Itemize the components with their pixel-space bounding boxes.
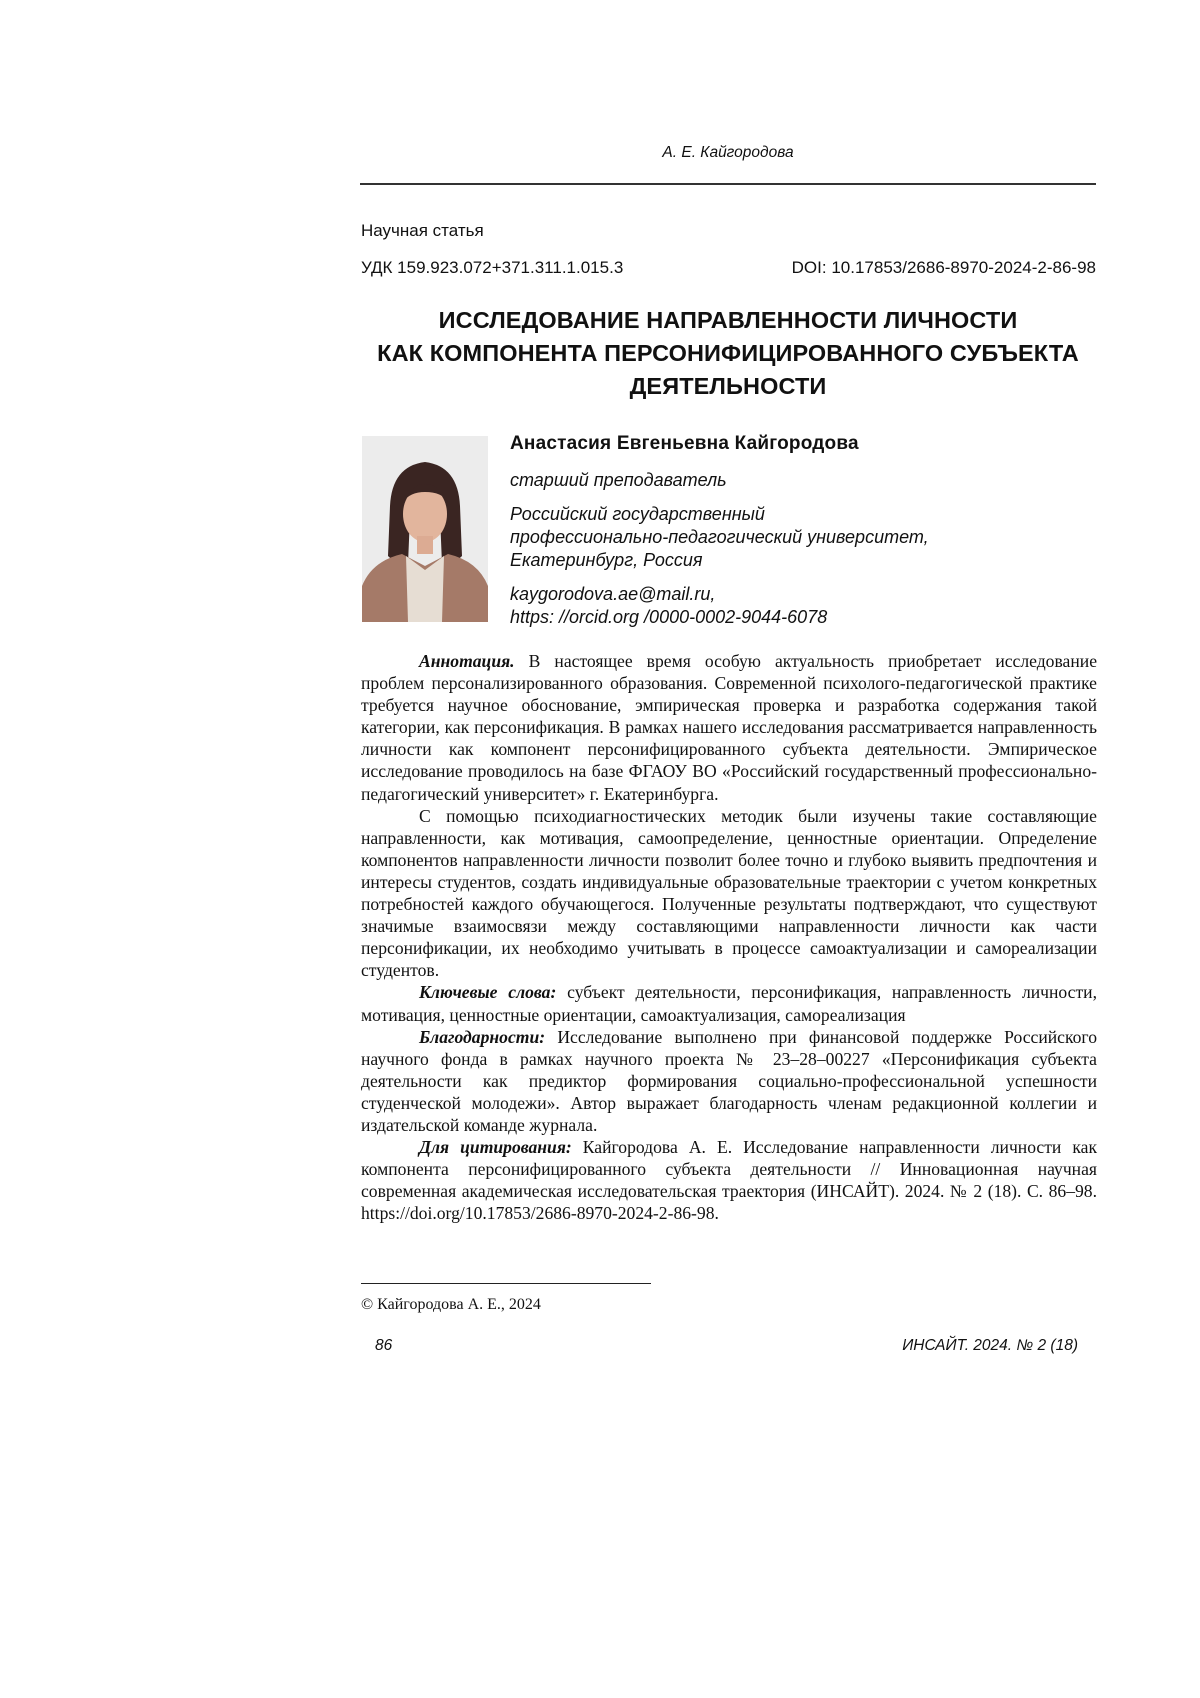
article-type: Научная статья (361, 221, 484, 240)
article-title (360, 304, 1096, 403)
author-block (510, 433, 1100, 629)
footnote-rule (361, 1283, 651, 1284)
article-body (361, 650, 1097, 1224)
title-line: ИССЛЕДОВАНИЕ НАПРАВЛЕННОСТИ ЛИЧНОСТИ (438, 307, 1018, 333)
journal-issue: ИНСАЙТ. 2024. № 2 (18) (902, 1337, 1078, 1354)
author-email[interactable]: kaygorodova.ae@mail.ru, (510, 584, 716, 604)
keywords-paragraph (361, 981, 1097, 1025)
abstract-label: Аннотация. (419, 651, 515, 671)
header-rule (360, 183, 1096, 185)
affiliation-line: Российский государственный (510, 504, 765, 524)
abstract-text: В настоящее время особую актуальность приобретает исследование проблем персонализированного образования. Современной психолого-педагогической практике требуется научное обоснование, эмпирическая проверка и разработка содержания такой категории, как персонификация. В рамках нашего исследования рассматривается направленность личности как компонент персонифицированного субъекта деятельности. Эмпирическое исследование проводилось на базе ФГАОУ ВО «Российский государственный профессионально-педагогический университет» г. Екатеринбурга. (361, 651, 1097, 804)
affiliation-line: Екатеринбург, Россия (510, 550, 703, 570)
page-number: 86 (375, 1337, 393, 1354)
udk-code: УДК 159.923.072+371.311.1.015.3 (361, 258, 624, 277)
author-photo (362, 436, 488, 622)
citation-paragraph (361, 1136, 1097, 1224)
citation-label: Для цитирования: (419, 1137, 572, 1158)
author-position: старший преподаватель (510, 470, 727, 490)
running-head: А. Е. Кайгородова (662, 144, 794, 161)
title-line: ДЕЯТЕЛЬНОСТИ (629, 373, 827, 399)
author-orcid[interactable]: https: //orcid.org /0000-0002-9044-6078 (510, 607, 828, 627)
author-name: Анастасия Евгеньевна Кайгородова (510, 433, 859, 454)
copyright: © Кайгородова А. Е., 2024 (361, 1296, 541, 1313)
acknowledgements-paragraph (361, 1026, 1097, 1136)
abstract-paragraph-2: С помощью психодиагностических методик были изучены такие составляющие направленности, как мотивация, самоопределение, ценностные ориентации. Определение компонентов направленности личности позволит более точно и глубоко выявить предпочтения и интересы студентов, создать индивидуальные образовательные траектории с учетом конкретных потребностей каждого обучающегося. Полученные результаты подтверждают, что существуют значимые взаимосвязи между составляющими направленности личности как части персонификации, их необходимо учитывать в процессе самоактуализации и самореализации студентов. (361, 805, 1097, 981)
affiliation-line: профессионально-педагогический университет, (510, 527, 929, 547)
title-line: КАК КОМПОНЕНТА ПЕРСОНИФИЦИРОВАННОГО СУБЪЕКТА (377, 340, 1079, 366)
abstract-paragraph (361, 650, 1097, 805)
keywords-label: Ключевые слова: (419, 982, 557, 1003)
citation-text: Кайгородова А. Е. Исследование направленности личности как компонента персонифицированного субъекта деятельности // Инновационная научная современная академическая исследовательская траектория (ИНСАЙТ). 2024. № 2 (18). С. 86–98. https://doi.org/10.17853/2686-8970-2024-2-86-98. (361, 1137, 1098, 1224)
keywords-text: субъект деятельности, персонификация, направленность личности, мотивация, ценностные ориентации, самоактуализация, самореализация (361, 982, 1097, 1025)
acknowledgements-text: Исследование выполнено при финансовой поддержке Российского научного фонда в рамках научного проекта № 23–28–00227 «Персонификация субъекта деятельности как предиктор формирования социально-профессиональной успешности студенческой молодежи». Автор выражает благодарность членам редакционной коллегии и издательской команде журнала. (361, 1026, 1097, 1135)
doi: DOI: 10.17853/2686-8970-2024-2-86-98 (791, 258, 1096, 277)
acknowledgements-label: Благодарности: (419, 1026, 546, 1047)
